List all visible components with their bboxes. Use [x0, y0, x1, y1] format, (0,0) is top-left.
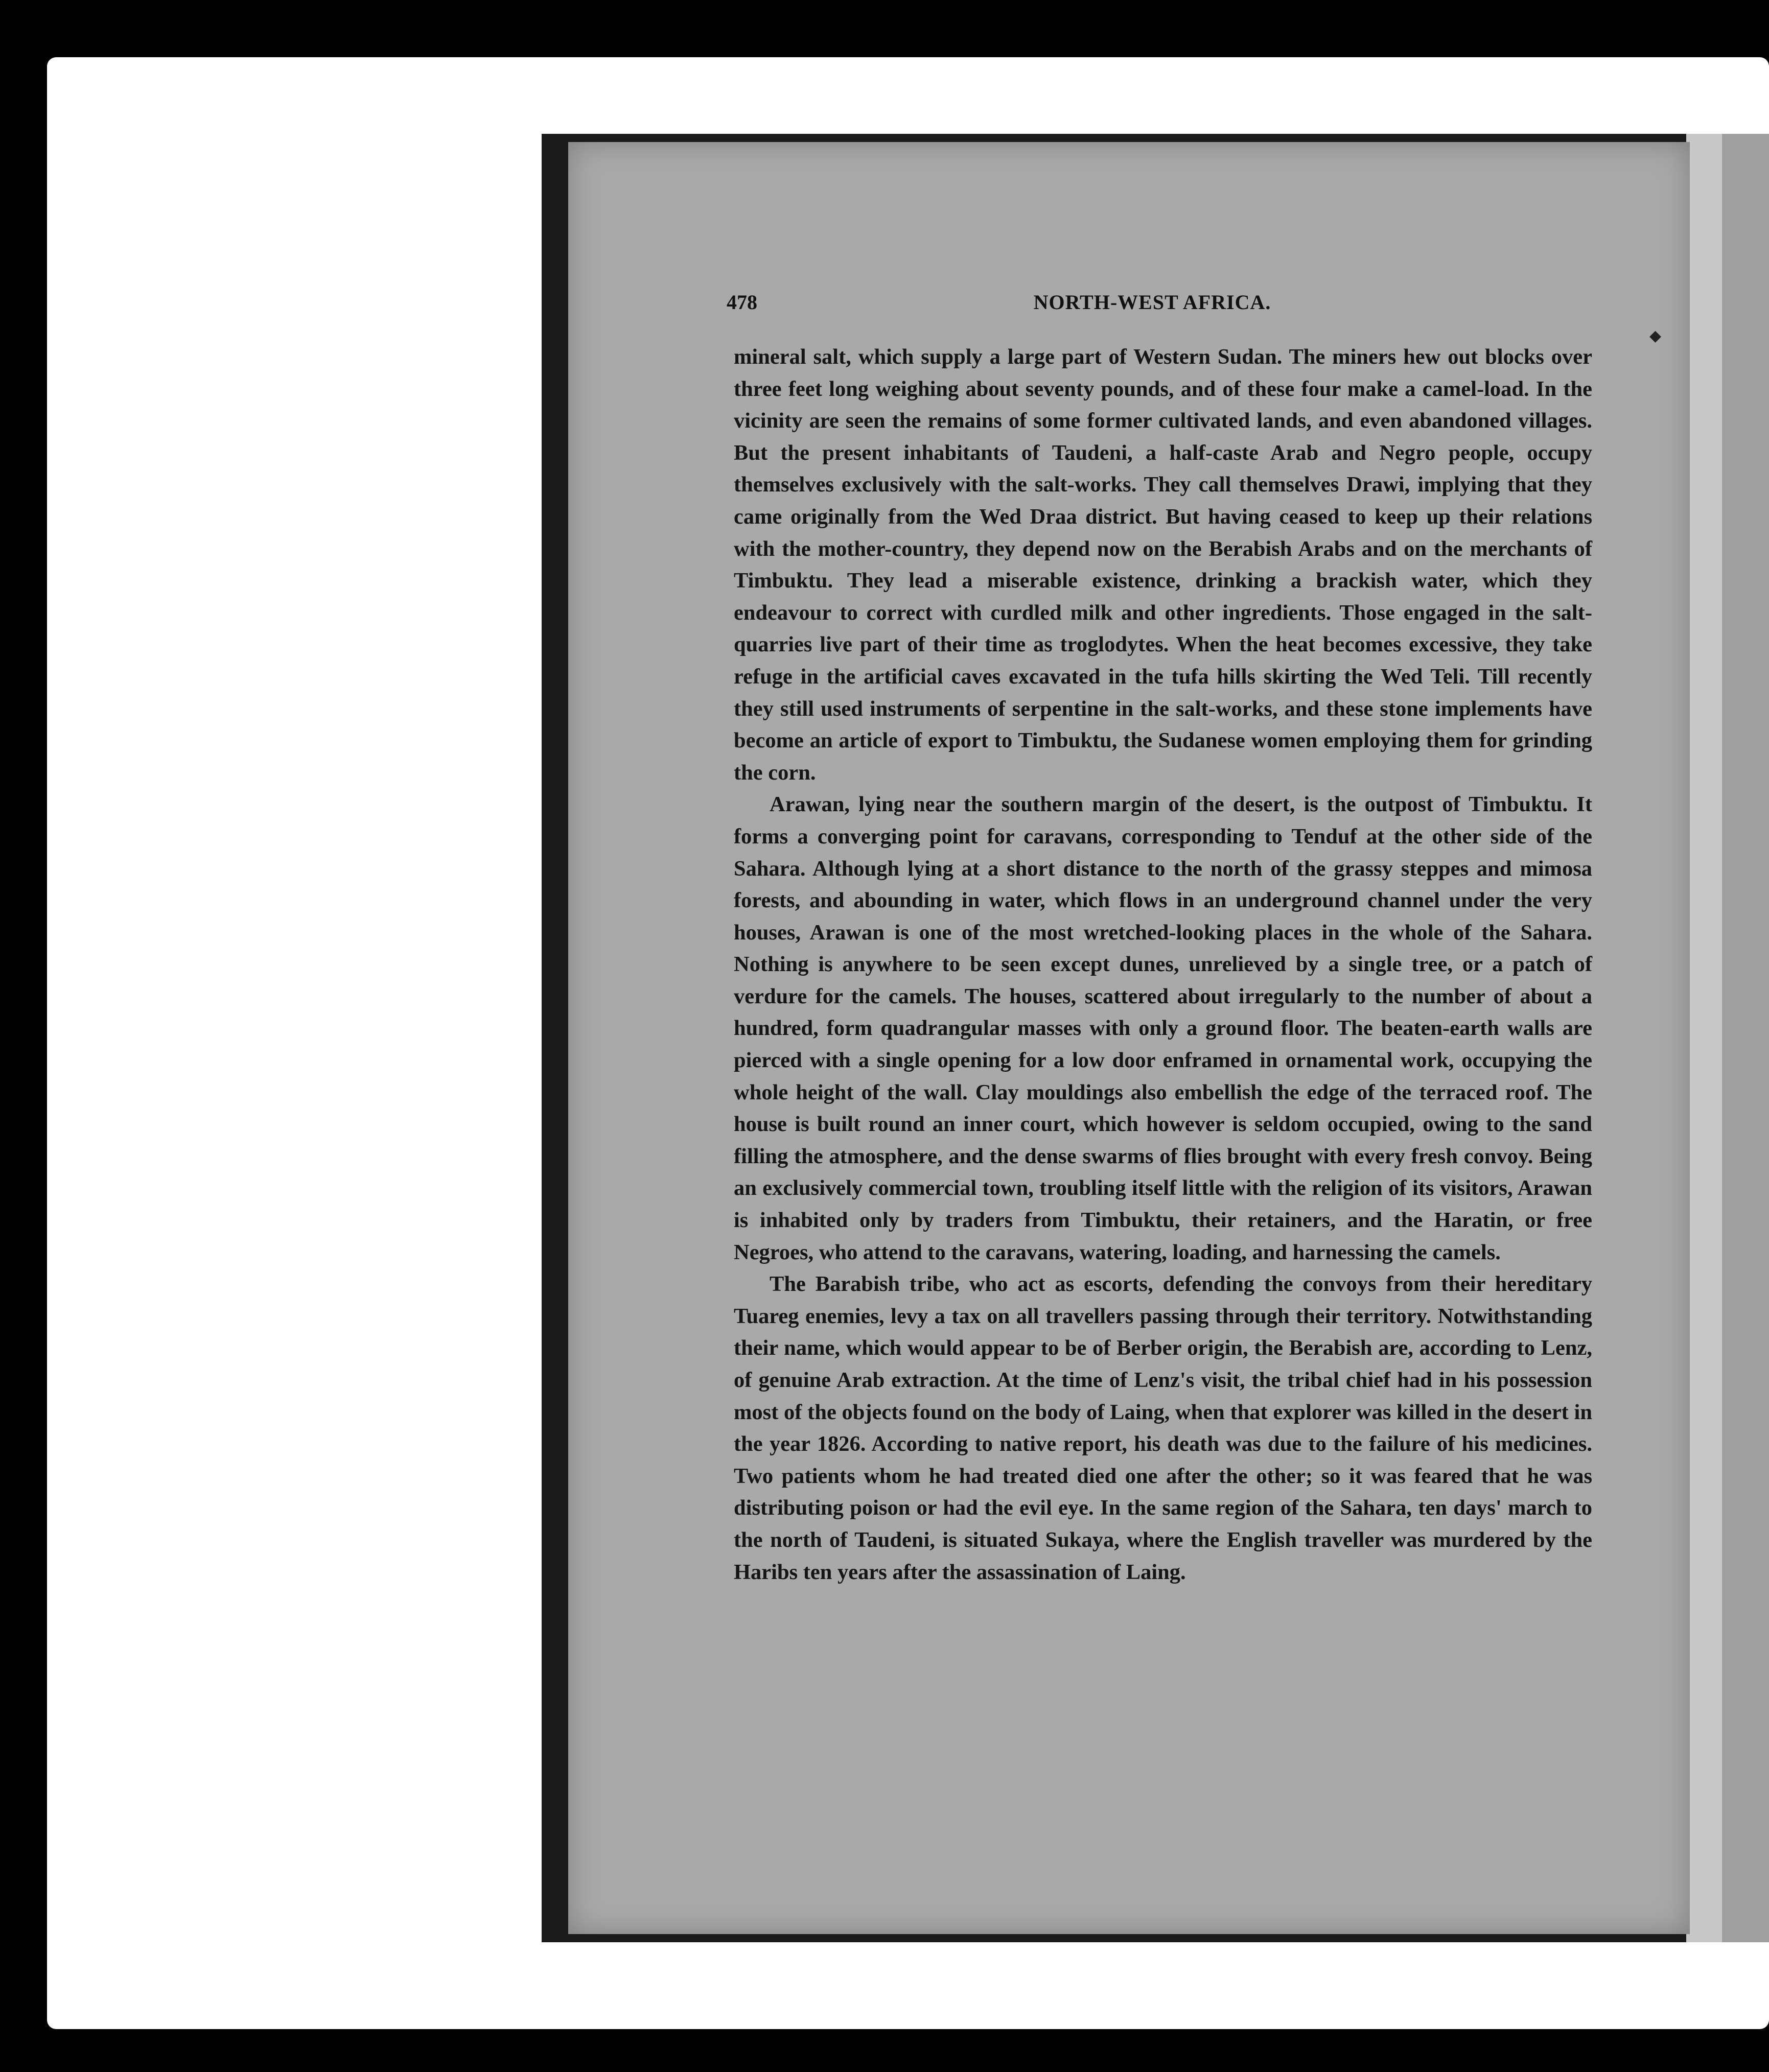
running-title: NORTH-WEST AFRICA.	[1033, 291, 1271, 314]
facing-page-edge	[1722, 134, 1769, 1942]
page-header	[727, 290, 1578, 321]
body-text	[734, 341, 1592, 1588]
page-edge	[1686, 134, 1722, 1942]
paragraph: The Barabish tribe, who act as escorts, defending the convoys from their hereditary Tuareg enemies, levy a tax on all travellers passing through their territory. Notwithstanding their name, which would appear to be of Berber origin, the Berabish are, according to Lenz, of genuine Arab extraction. At the time of Lenz's visit, the tribal chief had in his possession most of the objects found on the body of Laing, when that explorer was killed in the desert in the year 1826. According to native report, his death was due to the failure of his medicines. Two patients whom he had treated died one after the other; so it was feared that he was distributing poison or had the evil eye. In the same region of the Sahara, ten days' march to the north of Taudeni, is situated Sukaya, where the English traveller was murdered by the Haribs ten years after the assassination of Laing.	[734, 1272, 1592, 1584]
page-number: 478	[727, 291, 757, 314]
scan-speck: ◆	[1649, 327, 1662, 345]
paragraph: mineral salt, which supply a large part of Western Sudan. The miners hew out blocks over three feet long weighing about seventy pounds, and of these four make a camel-load. In the vicinity are seen the remains of some former cultivated lands, and even abandoned villages. But the present inhabitants of Taudeni, a half-caste Arab and Negro people, occupy themselves exclusively with the salt-works. They call themselves Drawi, implying that they came originally from the Wed Draa district. But having ceased to keep up their relations with the mother-country, they depend now on the Berabish Arabs and on the merchants of Timbuktu. They lead a miserable existence, drinking a brackish water, which they endeavour to correct with curdled milk and other ingredients. Those engaged in the salt-quarries live part of their time as troglodytes. When the heat becomes excessive, they take refuge in the artificial caves excavated in the tufa hills skirting the Wed Teli. Till recently they still used instruments of serpentine in the salt-works, and these stone implements have become an article of export to Timbuktu, the Sudanese women employing them for grinding the corn.	[734, 345, 1592, 785]
paragraph: Arawan, lying near the southern margin of the desert, is the outpost of Timbuktu. It forms a converging point for caravans, corresponding to Tenduf at the other side of the Sahara. Although lying at a short distance to the north of the grassy steppes and mimosa forests, and abounding in water, which flows in an underground channel under the very houses, Arawan is one of the most wretched-looking places in the whole of the Sahara. Nothing is anywhere to be seen except dunes, unrelieved by a single tree, or a patch of verdure for the camels. The houses, scattered about irregularly to the number of about a hundred, form quadrangular masses with only a ground floor. The beaten-earth walls are pierced with a single opening for a low door enframed in ornamental work, occupying the whole height of the wall. Clay mouldings also embellish the edge of the terraced roof. The house is built round an inner court, which however is seldom occupied, owing to the sand filling the atmosphere, and the dense swarms of flies brought with every fresh convoy. Being an exclusively commercial town, troubling itself little with the religion of its visitors, Arawan is inhabited only by traders from Timbuktu, their retainers, and the Haratin, or free Negroes, who attend to the caravans, watering, loading, and harnessing the camels.	[734, 792, 1592, 1264]
